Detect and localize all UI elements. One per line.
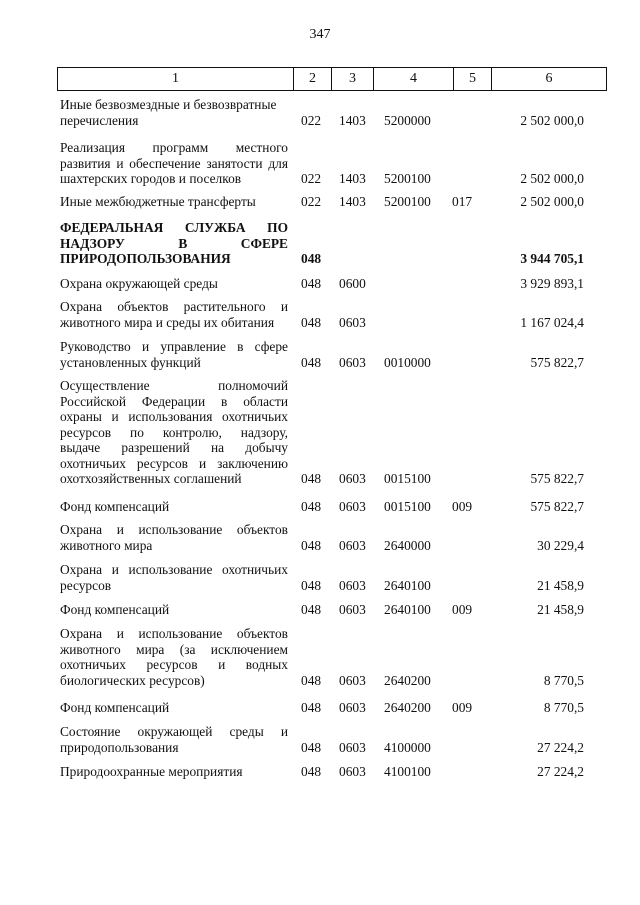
- col-6-amount: 8 770,5: [543, 700, 584, 715]
- col-5-value: 009: [452, 499, 473, 514]
- col-2-value: 048: [301, 276, 322, 291]
- row-name-line: Иные межбюджетные трансферты: [60, 194, 256, 209]
- row-name-line: животного мира: [60, 537, 153, 553]
- col-6-amount: 21 458,9: [537, 602, 584, 617]
- col-2-value: 048: [301, 251, 322, 266]
- row-name: [60, 562, 288, 593]
- col-4-value: 5200100: [384, 194, 431, 209]
- column-header-2: 2: [294, 68, 332, 91]
- col-2-value: 048: [301, 314, 322, 330]
- col-6-amount: 575 822,7: [530, 354, 584, 370]
- col-5-value: 009: [452, 700, 473, 715]
- row-name-line: охотхозяйственных соглашений: [60, 471, 242, 486]
- row-name-line: Охрана и использование объектов: [60, 626, 288, 641]
- row-name-line: Охрана окружающей среды: [60, 276, 218, 291]
- col-6-amount: 3 944 705,1: [520, 251, 584, 266]
- col-6-amount: 21 458,9: [537, 577, 584, 593]
- row-name: [60, 220, 288, 267]
- row-name-line: Природоохранные мероприятия: [60, 764, 243, 779]
- col-4-value: 0010000: [384, 354, 431, 370]
- col-3-value: 0603: [339, 602, 366, 617]
- row-name-line: животного мира и среды их обитания: [60, 314, 275, 330]
- row-name-line: Российской Федерации в области: [60, 393, 288, 409]
- row-name: [60, 499, 288, 515]
- col-4-value: 5200000: [384, 112, 431, 128]
- col-4-value: 4100000: [384, 739, 431, 755]
- row-name-line: выдаче разрешений на добычу: [60, 440, 288, 455]
- col-2-value: 048: [301, 537, 322, 553]
- col-6-amount: 1 167 024,4: [520, 314, 584, 330]
- col-2-value: 048: [301, 499, 322, 514]
- col-2-value: 022: [301, 171, 322, 186]
- row-name-line: ФЕДЕРАЛЬНАЯ СЛУЖБА ПО: [60, 220, 288, 235]
- col-6-amount: 8 770,5: [543, 672, 584, 688]
- col-4-value: 2640100: [384, 577, 431, 593]
- table-row: [0, 602, 640, 618]
- table-row: [0, 378, 640, 487]
- table-row: [0, 700, 640, 716]
- row-name: [60, 378, 288, 487]
- col-5-value: 017: [452, 194, 473, 209]
- row-name: [60, 724, 288, 755]
- col-3-value: 0603: [339, 354, 366, 370]
- col-3-value: 0603: [339, 499, 366, 514]
- col-6-amount: 2 502 000,0: [520, 171, 584, 186]
- col-4-value: 5200100: [384, 171, 431, 186]
- col-2-value: 048: [301, 602, 322, 617]
- row-name: [60, 97, 288, 128]
- col-2-value: 048: [301, 354, 322, 370]
- row-name-line: охотничьих ресурсов и заключению: [60, 455, 288, 471]
- row-name-line: Охрана и использование охотничьих: [60, 562, 288, 577]
- table-row: [0, 626, 640, 688]
- row-name: [60, 700, 288, 716]
- col-6-amount: 30 229,4: [537, 537, 584, 553]
- col-3-value: 1403: [339, 194, 366, 209]
- table-row: [0, 276, 640, 292]
- page-number: 347: [309, 27, 331, 42]
- col-4-value: 2640200: [384, 700, 431, 715]
- column-header-5: 5: [454, 68, 492, 91]
- col-5-value: 009: [452, 602, 473, 617]
- col-3-value: 0603: [339, 314, 366, 330]
- row-name-line: животного мира (за исключением: [60, 641, 288, 657]
- col-4-value: 2640200: [384, 672, 431, 688]
- row-name: [60, 339, 288, 370]
- row-name-line: Осуществление полномочий: [60, 378, 288, 393]
- row-name-line: Фонд компенсаций: [60, 499, 170, 514]
- row-name-line: шахтерских городов и поселков: [60, 171, 242, 186]
- row-name: [60, 602, 288, 618]
- col-3-value: 0603: [339, 537, 366, 553]
- col-2-value: 048: [301, 764, 322, 779]
- col-3-value: 1403: [339, 112, 366, 128]
- table-row: [0, 522, 640, 553]
- row-name-line: ресурсов по контролю, надзору,: [60, 424, 288, 440]
- row-name: [60, 626, 288, 688]
- column-header-4: 4: [374, 68, 454, 91]
- col-3-value: 0603: [339, 700, 366, 715]
- col-6-amount: 27 224,2: [537, 764, 584, 779]
- row-name-line: охотничьих ресурсов и водных: [60, 657, 288, 672]
- col-3-value: 0603: [339, 577, 366, 593]
- col-2-value: 022: [301, 194, 322, 209]
- col-2-value: 048: [301, 700, 322, 715]
- row-name-line: Фонд компенсаций: [60, 602, 170, 617]
- col-3-value: 0603: [339, 672, 366, 688]
- row-name-line: НАДЗОРУ В СФЕРЕ: [60, 235, 288, 251]
- col-2-value: 048: [301, 471, 322, 486]
- row-name: [60, 522, 288, 553]
- row-name-line: развития и обеспечение занятости для: [60, 155, 288, 171]
- col-6-amount: 3 929 893,1: [520, 276, 584, 291]
- row-name: [60, 276, 288, 292]
- row-name-line: биологических ресурсов): [60, 672, 205, 688]
- col-6-amount: 27 224,2: [537, 739, 584, 755]
- row-name: [60, 194, 288, 210]
- col-4-value: 4100100: [384, 764, 431, 779]
- table-row: [0, 97, 640, 128]
- table-row: [0, 339, 640, 370]
- column-header-3: 3: [332, 68, 374, 91]
- row-name: [60, 299, 288, 330]
- row-name: [60, 140, 288, 187]
- col-4-value: 2640100: [384, 602, 431, 617]
- col-2-value: 048: [301, 672, 322, 688]
- col-3-value: 1403: [339, 171, 366, 186]
- col-6-amount: 2 502 000,0: [520, 112, 584, 128]
- table-row: [0, 764, 640, 780]
- column-header-1: 1: [58, 68, 294, 91]
- col-3-value: 0603: [339, 471, 366, 486]
- col-6-amount: 575 822,7: [530, 499, 584, 514]
- row-name-line: Состояние окружающей среды и: [60, 724, 288, 739]
- col-4-value: 0015100: [384, 471, 431, 486]
- col-2-value: 048: [301, 577, 322, 593]
- col-2-value: 022: [301, 112, 322, 128]
- row-name-line: Фонд компенсаций: [60, 700, 170, 715]
- row-name-line: перечисления: [60, 112, 139, 128]
- table-row: [0, 220, 640, 267]
- row-name-line: Охрана и использование объектов: [60, 522, 288, 537]
- table-row: [0, 724, 640, 755]
- col-6-amount: 575 822,7: [530, 471, 584, 486]
- row-name-line: Руководство и управление в сфере: [60, 339, 288, 354]
- row-name-line: Охрана объектов растительного и: [60, 299, 288, 314]
- col-3-value: 0603: [339, 764, 366, 779]
- table-row: [0, 562, 640, 593]
- col-3-value: 0600: [339, 276, 366, 291]
- row-name-line: охраны и использования охотничьих: [60, 409, 288, 424]
- row-name-line: ресурсов: [60, 577, 112, 593]
- table-row: [0, 499, 640, 515]
- col-2-value: 048: [301, 739, 322, 755]
- row-name-line: природопользования: [60, 739, 179, 755]
- col-6-amount: 2 502 000,0: [520, 194, 584, 209]
- row-name-line: ПРИРОДОПОЛЬЗОВАНИЯ: [60, 251, 231, 266]
- col-4-value: 2640000: [384, 537, 431, 553]
- table-row: [0, 140, 640, 187]
- row-name-line: Реализация программ местного: [60, 140, 288, 155]
- col-3-value: 0603: [339, 739, 366, 755]
- column-header-6: 6: [492, 68, 607, 91]
- table-row: [0, 299, 640, 330]
- row-name: [60, 764, 288, 780]
- row-name-line: установленных функций: [60, 354, 201, 370]
- row-name-line: Иные безвозмездные и безвозвратные: [60, 97, 277, 112]
- col-4-value: 0015100: [384, 499, 431, 514]
- table-row: [0, 194, 640, 210]
